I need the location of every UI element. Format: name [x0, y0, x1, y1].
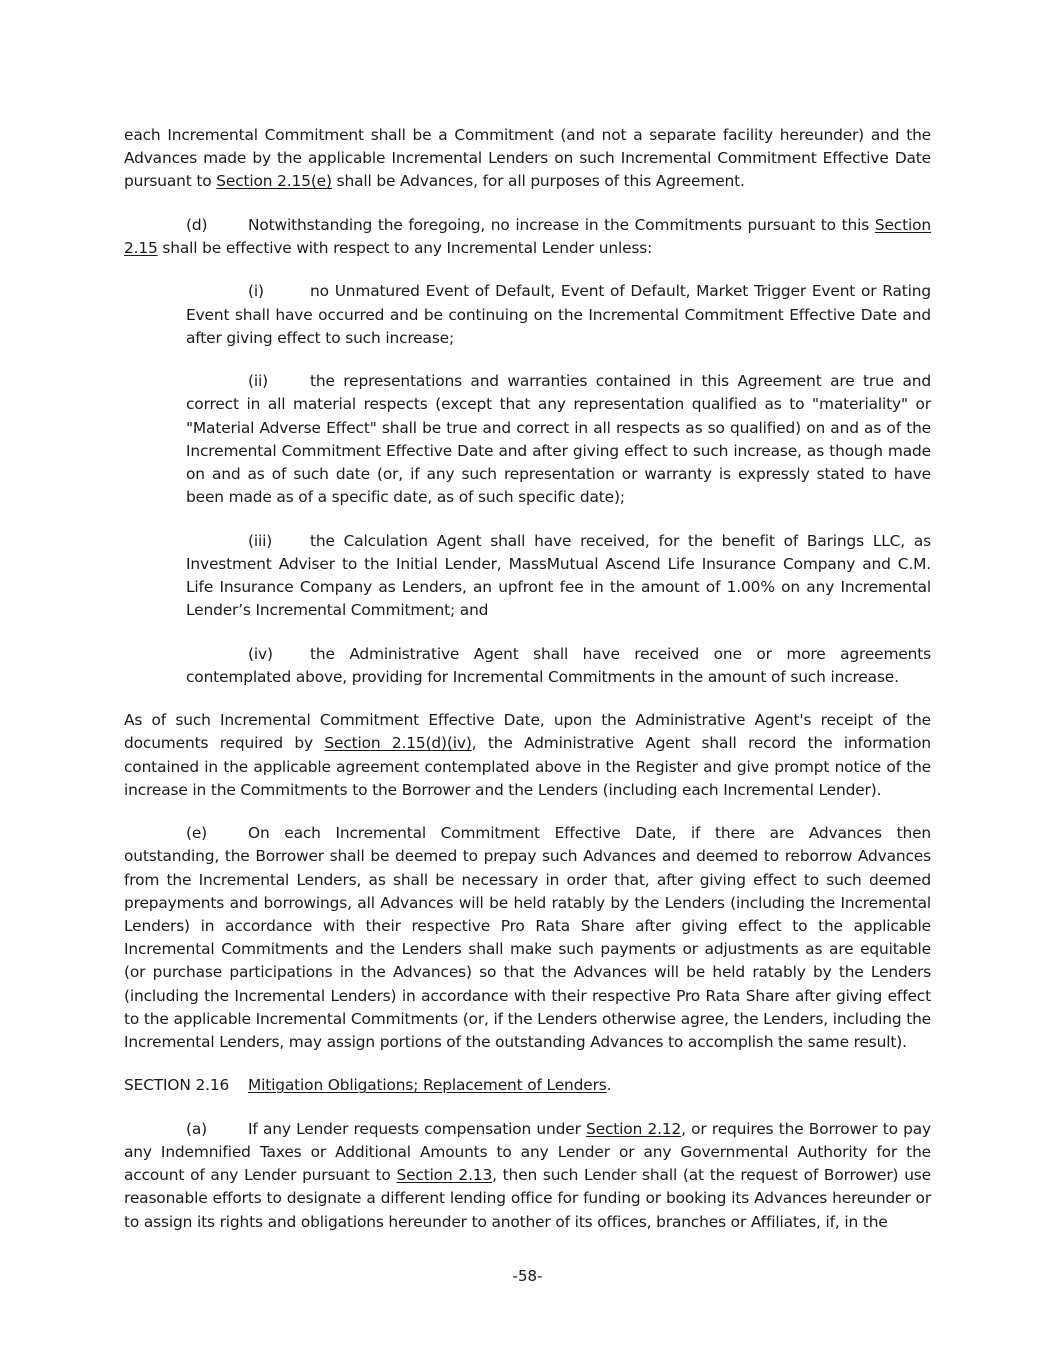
text-run: Notwithstanding the foregoing, no increase in the Commitments pursuant to this — [248, 215, 875, 234]
subclause-ii — [186, 370, 931, 509]
section-title: Mitigation Obligations; Replacement of Lenders — [248, 1076, 607, 1095]
text-run: On each Incremental Commitment Effective Date, if there are Advances then outstanding, the Borrower shall be deemed to prepay such Advances and deemed to reborrow Advances from the Incremental Lenders, as shall be necessary in order that, after giving effect to such deemed prepayments and borrowings, all Advances will be held ratably by the Lenders (including the Incremental Lenders) in accordance with their respective Pro Rata Share after giving effect to the applicable Incremental Commitments and the Lenders shall make such payments or adjustments as are equitable (or purchase participations in the Advances) so that the Advances will be held ratably by the Lenders (including the Incremental Lenders) in accordance with their respective Pro Rata Share after giving effect to the applicable Incremental Commitments (or, if the Lenders otherwise agree, the Lenders, including the Incremental Lenders, may assign portions of the outstanding Advances to accomplish the same result). — [124, 824, 931, 1052]
text-run: , the Administrative Agent shall record the information contained in the applicable agreement contemplated above in the Register and give prompt notice of the increase in the Commitments to the Borrower and the Lenders (including each Incremental Lender). — [124, 734, 931, 799]
text-run: each Incremental Commitment shall be a Commitment (and not a separate facility hereunder) and the Advances made by the applicable Incremental Lenders on such Incremental Commitment Effective Date pursuant to — [124, 126, 931, 191]
clause-label: (ii) — [248, 372, 268, 391]
subclause-i — [186, 280, 931, 350]
section-number: SECTION 2.16 — [124, 1076, 230, 1095]
section-reference: Section 2.15(d)(iv) — [324, 734, 472, 753]
section-reference: Section 2.15(e) — [216, 172, 332, 191]
text-run: . — [606, 1076, 612, 1095]
section-reference: Section 2.12 — [586, 1119, 682, 1138]
clause-label: (iii) — [248, 531, 273, 550]
text-run: shall be effective with respect to any Incremental Lender unless: — [157, 239, 653, 257]
text-run: no Unmatured Event of Default, Event of Default, Market Trigger Event or Rating Event shall have occurred and be continuing on the Incremental Commitment Effective Date and after giving effect to such increase; — [186, 282, 931, 347]
clause-label: (iv) — [248, 644, 273, 663]
page-number: -58- — [512, 1267, 543, 1285]
paragraph-2-16-a — [124, 1118, 931, 1234]
section-reference: Section 2.13 — [396, 1166, 493, 1185]
clause-label: (i) — [248, 282, 264, 301]
paragraph-as-of — [124, 709, 931, 802]
subclause-iv — [186, 643, 931, 689]
text-run: If any Lender requests compensation under — [248, 1119, 587, 1138]
section-2-16-heading — [124, 1074, 931, 1097]
clause-label: (e) — [186, 824, 208, 843]
subclause-iii — [186, 530, 931, 623]
text-run: As of such Incremental Commitment Effective Date, upon the Administrative Agent's receipt of the documents required by — [124, 711, 931, 753]
paragraph-c-continued — [124, 124, 931, 194]
paragraph-e — [124, 822, 931, 1054]
paragraph-d — [124, 214, 931, 260]
text-run: the Calculation Agent shall have received, for the benefit of Barings LLC, as Investment Adviser to the Initial Lender, MassMutual Ascend Life Insurance Company and C.M. Life Insurance Company as Lenders, an upfront fee in the amount of 1.00% on any Incremental Lender’s Incremental Commitment; and — [186, 531, 931, 620]
text-run: , or requires the Borrower to pay any Indemnified Taxes or Additional Amounts to any Lender or any Governmental Authority for the account of any Lender pursuant to — [124, 1119, 931, 1185]
section-reference: Section 2.15 — [124, 215, 931, 257]
clause-label: (d) — [186, 215, 208, 234]
text-run: the representations and warranties contained in this Agreement are true and correct in all material respects (except that any representation qualified as to "materiality" or "Material Adverse Effect" shall be true and correct in all respects as so qualified) on and as of the Incremental Commitment Effective Date and after giving effect to such increase, as though made on and as of such date (or, if any such representation or warranty is expressly stated to have been made as of a specific date, as of such specific date); — [186, 372, 931, 507]
clause-label: (a) — [186, 1119, 207, 1138]
text-run: the Administrative Agent shall have received one or more agreements contemplated above, providing for Incremental Commitments in the amount of such increase. — [186, 644, 931, 686]
text-run: shall be Advances, for all purposes of this Agreement. — [331, 172, 745, 191]
text-run: , then such Lender shall (at the request of Borrower) use reasonable efforts to designate a different lending office for funding or booking its Advances hereunder or to assign its rights and obligations hereunder to another of its offices, branches or Affiliates, if, in the — [124, 1166, 931, 1231]
document-body — [124, 124, 931, 1254]
